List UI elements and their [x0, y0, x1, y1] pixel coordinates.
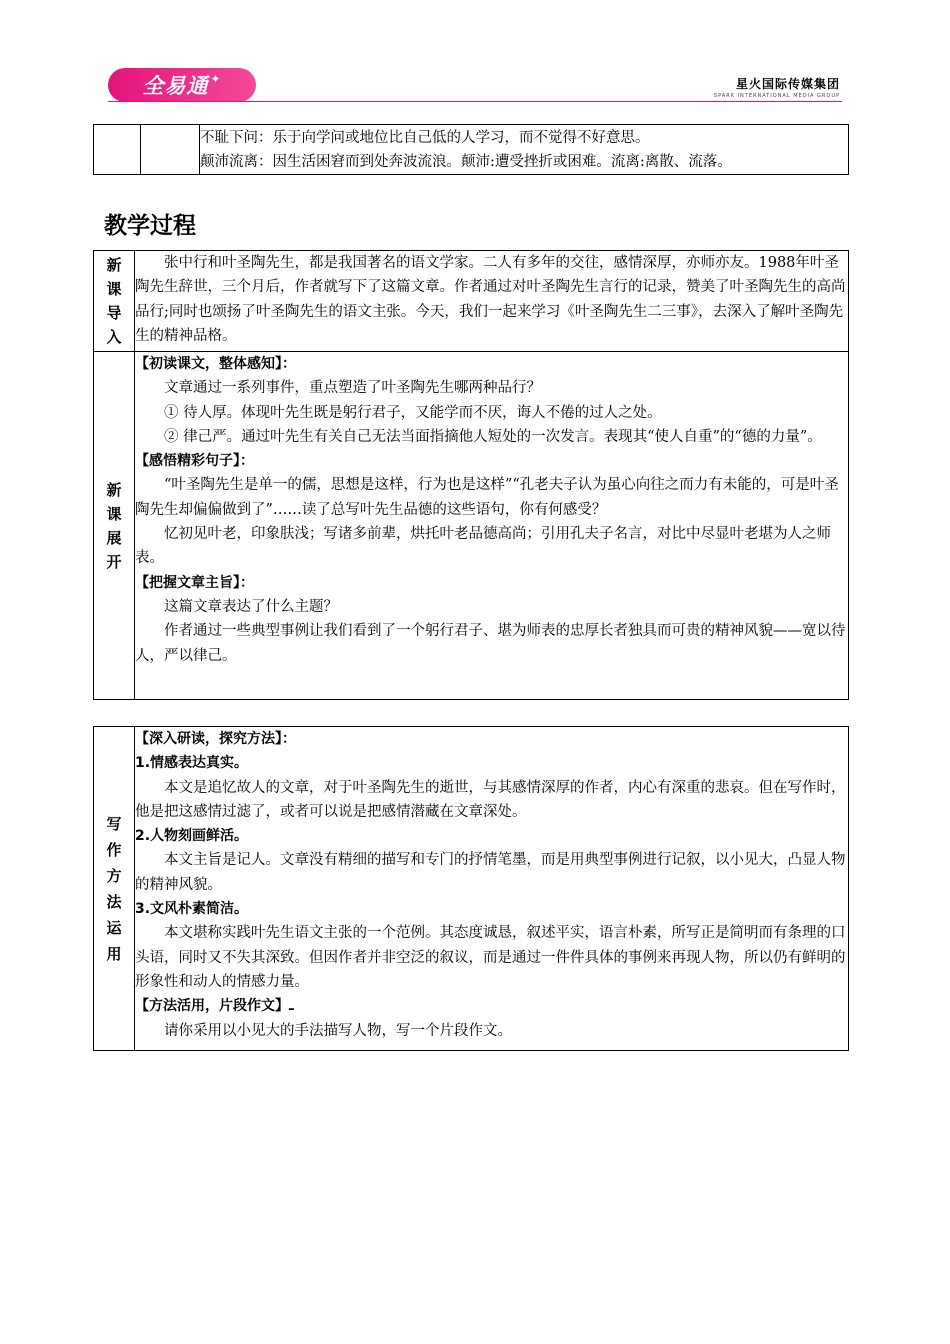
- point-title: 2.人物刻画鲜活。: [135, 828, 249, 845]
- label-char: 用: [106, 944, 122, 963]
- sparkle-icon: ✦: [210, 72, 222, 86]
- label-char: 写: [106, 814, 122, 833]
- section-title: 教学过程: [104, 213, 196, 239]
- develop-label: [94, 352, 135, 700]
- vocab-cell: [200, 125, 849, 175]
- intro-text: 张中行和叶圣陶先生，都是我国著名的语文学家。二人有多年的交往，感情深厚，亦师亦友。1988年叶圣陶先生辞世，三个月后，作者就写下了这篇文章。作者通过对叶圣陶先生言行的记录，赞美了叶圣陶先生的高尚品行;同时也颂扬了叶圣陶先生的语文主张。今天，我们一起来学习《叶圣陶先生二三事》，去深入了解叶圣陶先生的精神品格。: [135, 255, 846, 344]
- label-char: 新: [106, 480, 122, 499]
- label-char: 方: [106, 866, 122, 885]
- point-text: 本文主旨是记人。文章没有精细的描写和专门的抒情笔墨，而是用典型事例进行记叙，以小见大，凸显人物的精神风貌。: [135, 852, 846, 893]
- vocab-empty-cell-2: [141, 125, 200, 175]
- vocab-empty-cell-1: [94, 125, 141, 175]
- task-text: 请你采用以小见大的手法描写人物，写一个片段作文。: [164, 1022, 512, 1039]
- brand-logo: [108, 68, 256, 102]
- point-title: 3.文风朴素简洁。: [135, 901, 249, 918]
- develop-row: [94, 352, 849, 700]
- point-text: 本文堪称实践叶先生语文主张的一个范例。其态度诚恳，叙述平实，语言朴素，所写正是简明而有条理的口头语，同时又不失其深致。但因作者并非空泛的叙议，而是通过一件件具体的事例来再现人物，所以仍有鲜明的形象性和动人的情感力量。: [135, 925, 846, 990]
- label-char: 入: [106, 328, 122, 346]
- vocab-item: 颠沛流离：因生活困窘而到处奔波流浪。颠沛:遭受挫折或困难。流离:离散、流落。: [200, 154, 732, 170]
- subheading: 【把握文章主旨】：: [135, 574, 254, 591]
- label-char: 法: [106, 892, 122, 911]
- subheading: 【感悟精彩句子】：: [135, 453, 254, 470]
- point-title: 1.情感表达真实。: [135, 755, 249, 772]
- subheading: [135, 994, 848, 1018]
- label-char: 展: [106, 528, 122, 547]
- label-char: 开: [106, 552, 122, 571]
- subheading: 【初读课文，整体感知】：: [135, 356, 296, 372]
- answer-item: ① 待人厚。体现叶先生既是躬行君子，又能学而不厌，诲人不倦的过人之处。: [164, 404, 662, 421]
- writing-method-table: [93, 726, 849, 1051]
- label-char: 导: [106, 304, 122, 322]
- header-divider: [108, 101, 842, 102]
- analysis-paragraph: 忆初见叶老，印象肤浅；写诸多前辈，烘托叶老品德高尚；引用孔夫子名言，对比中尽显叶老堪为人之师表。: [135, 526, 831, 567]
- label-char: 新: [106, 256, 122, 274]
- publisher-brand: [714, 75, 840, 99]
- point-text: 本文是追忆故人的文章，对于叶圣陶先生的逝世，与其感情深厚的作者，内心有深重的悲哀。但在写作时，他是把这感情过滤了，或者可以说是把感情潜藏在文章深处。: [135, 779, 846, 820]
- intro-label: [94, 251, 135, 352]
- label-char: 课: [106, 280, 122, 298]
- vocab-table: [93, 124, 849, 175]
- publisher-name-en: SPARK INTERNATIONAL MEDIA GROUP: [713, 93, 840, 99]
- publisher-name: 星火国际传媒集团: [735, 77, 840, 91]
- intro-content: [135, 251, 849, 352]
- logo-text: 全易通: [142, 74, 209, 98]
- subheading: 【深入研读，探究方法】：: [135, 731, 296, 747]
- quote-paragraph: “叶圣陶先生是单一的儒，思想是这样，行为也是这样”“孔老夫子认为虽心向往之而力有未能的，可是叶圣陶先生却偏偏做到了”……读了总写叶先生品德的这些语句，你有何感受？: [135, 477, 839, 518]
- label-char: 课: [106, 504, 122, 523]
- answer-paragraph: 作者通过一些典型事例让我们看到了一个躬行君子、堪为师表的忠厚长者独具而可贵的精神风貌——宽以待人，严以律己。: [135, 623, 846, 664]
- subheading-text: 【方法活用，片段作文】: [135, 998, 289, 1015]
- intro-row: [94, 251, 849, 352]
- develop-content: [135, 352, 849, 700]
- writing-row: [94, 727, 849, 1051]
- question: 文章通过一系列事件，重点塑造了叶圣陶先生哪两种品行？: [164, 380, 541, 397]
- answer-item: ② 律己严。通过叶先生有关自己无法当面指摘他人短处的一次发言。表现其“使人自重”的“德的力量”。: [164, 428, 822, 445]
- writing-label: [94, 727, 135, 1051]
- label-char: 运: [106, 918, 122, 937]
- teaching-process-table: [93, 250, 849, 700]
- question: 这篇文章表达了什么主题？: [164, 598, 338, 615]
- label-char: 作: [106, 840, 122, 859]
- vocab-item: 不耻下问：乐于向学问或地位比自己低的人学习，而不觉得不好意思。: [200, 130, 650, 146]
- subheading-mark: ـ: [289, 998, 294, 1015]
- writing-content: [135, 727, 849, 1051]
